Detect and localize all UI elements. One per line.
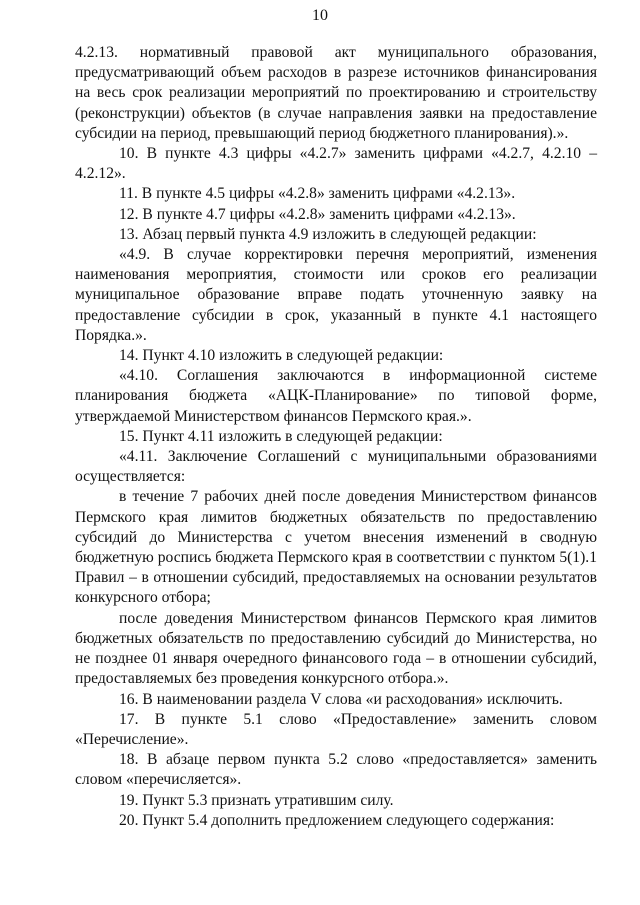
paragraph-item-19: 19. Пункт 5.3 признать утратившим силу.	[119, 791, 394, 809]
document-body	[75, 43, 597, 831]
paragraph-item-16: 16. В наименовании раздела V слова «и расходования» исключить.	[119, 690, 563, 708]
paragraph-item-11: 11. В пункте 4.5 цифры «4.2.8» заменить цифрами «4.2.13».	[119, 185, 516, 203]
paragraph-4-11-first-case: в течение 7 рабочих дней после доведения Министерством финансов Пермского края лимитов бюджетных обязательств по предоставлению субсидий до Министерства с учетом внесения изменений в сводную бюджетную роспись бюджета Пермского края в соответствии с пунктом 5(1).1 Правил – в отношении субсидий, предоставляемых на основании результатов конкурсного отбора;	[75, 488, 597, 607]
paragraph-item-14: 14. Пункт 4.10 изложить в следующей редакции:	[119, 347, 444, 365]
paragraph-4-11: «4.11. Заключение Соглашений с муниципальными образованиями осуществляется:	[75, 448, 597, 486]
paragraph-item-10: 10. В пункте 4.3 цифры «4.2.7» заменить цифрами «4.2.7, 4.2.10 – 4.2.12».	[75, 145, 597, 183]
paragraph-item-12: 12. В пункте 4.7 цифры «4.2.8» заменить цифрами «4.2.13».	[119, 205, 516, 223]
paragraph-4-2-13: 4.2.13. нормативный правовой акт муниципального образования, предусматривающий объем расходов в разрезе источников финансирования на весь срок реализации мероприятий по проектированию и строительству (реконструкции) объектов (в случае направления заявки на предоставление субсидии на период, превышающий период бюджетного планирования).».	[75, 44, 597, 142]
paragraph-4-10: «4.10. Соглашения заключаются в информационной системе планирования бюджета «АЦК-Планирование» по типовой форме, утверждаемой Министерством финансов Пермского края.».	[75, 367, 597, 425]
paragraph-item-20: 20. Пункт 5.4 дополнить предложением следующего содержания:	[119, 811, 555, 829]
paragraph-item-18: 18. В абзаце первом пункта 5.2 слово «предоставляется» заменить словом «перечисляется».	[75, 751, 597, 789]
page-number: 10	[312, 7, 328, 24]
paragraph-item-13: 13. Абзац первый пункта 4.9 изложить в следующей редакции:	[119, 225, 537, 243]
paragraph-4-11-second-case: после доведения Министерством финансов Пермского края лимитов бюджетных обязательств по предоставлению субсидий до Министерства, но не позднее 01 января очередного финансового года – в отношении субсидий, предоставляемых без проведения конкурсного отбора.».	[75, 609, 597, 688]
paragraph-item-15: 15. Пункт 4.11 изложить в следующей редакции:	[119, 427, 443, 445]
paragraph-4-9: «4.9. В случае корректировки перечня мероприятий, изменения наименования мероприятия, стоимости или сроков его реализации муниципальное образование вправе подать уточненную заявку на предоставление субсидии в срок, указанный в пункте 4.1 настоящего Порядка.».	[75, 246, 597, 344]
paragraph-item-17: 17. В пункте 5.1 слово «Предоставление» заменить словом «Перечисление».	[75, 710, 597, 748]
